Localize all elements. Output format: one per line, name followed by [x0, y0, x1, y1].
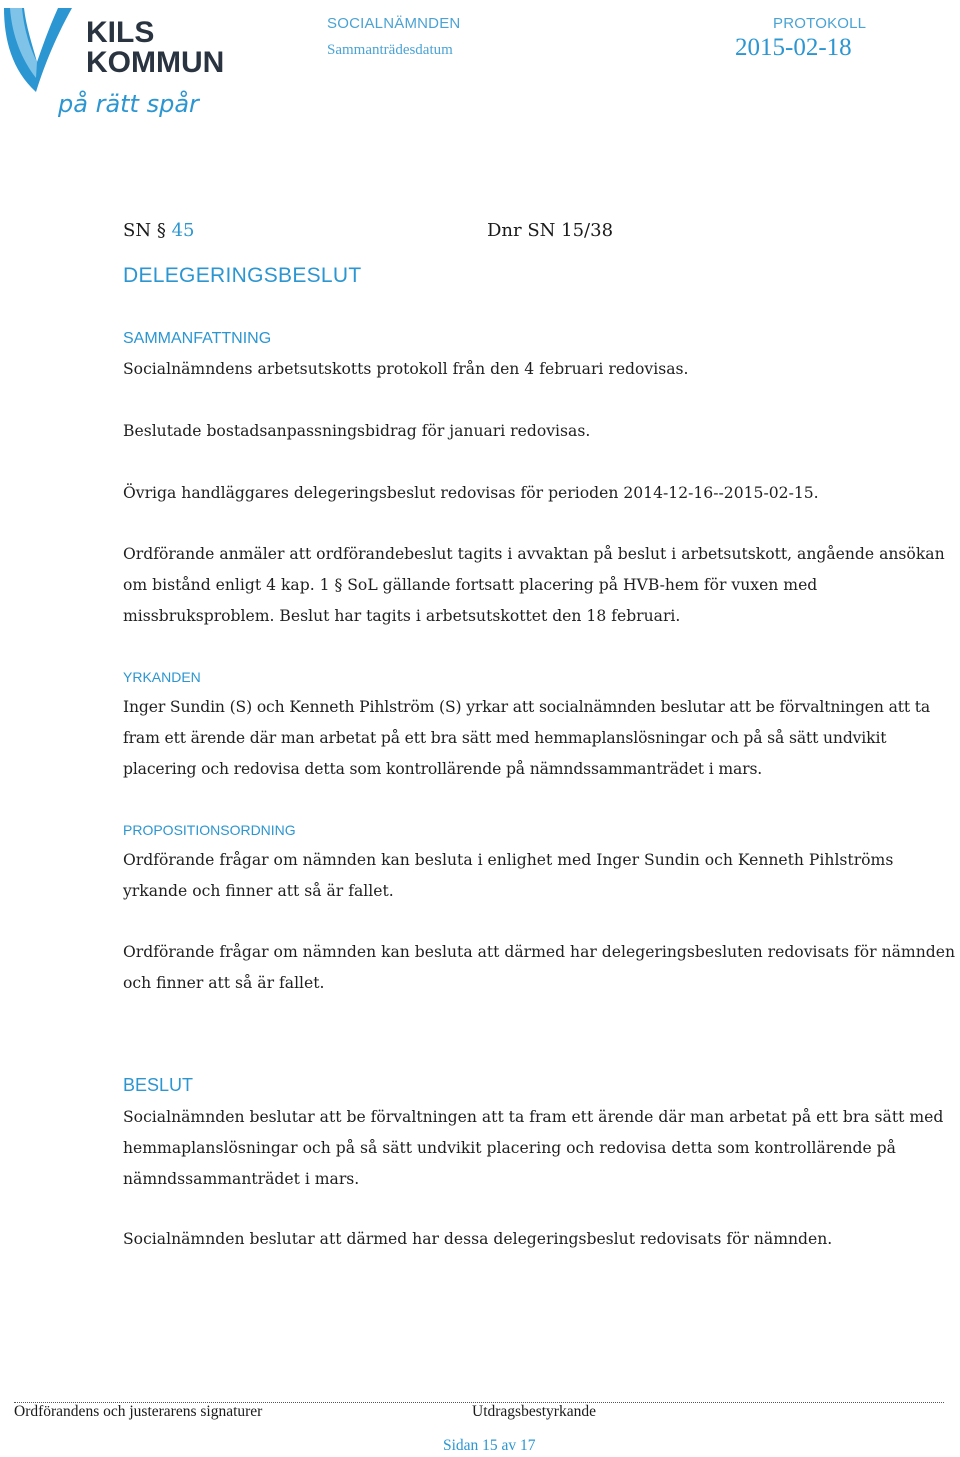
section-sign: § — [334, 576, 343, 594]
case-number — [123, 220, 194, 241]
kils-kommun-logo — [0, 0, 230, 135]
summary-paragraph-2: Beslutade bostadsanpassningsbidrag för januari redovisas. — [123, 422, 591, 440]
meeting-date: 2015-02-18 — [735, 34, 852, 61]
section-sign: § — [156, 220, 166, 241]
yrkanden-paragraph: Inger Sundin (S) och Kenneth Pihlström (S) yrkar att socialnämnden beslutar att be förvaltningen att ta fram ett ärende där man arbetat på ett bra sätt med hemmaplanslösningar och på så sätt undvikit placering och redovisa detta som kontrollärende på nämndssammanträdet i mars. — [123, 698, 931, 778]
summary-paragraph-3: Övriga handläggares delegeringsbeslut redovisas för perioden 2014-12-16--2015-02-15. — [123, 484, 819, 502]
committee-name: SOCIALNÄMNDEN — [327, 15, 461, 32]
summary-paragraph-4-part-b: SoL gällande fortsatt placering på HVB-hem för vuxen med missbruksproblem. Beslut har tagits i arbetsutskottet den 18 februari. — [123, 576, 818, 625]
case-dnr: Dnr SN 15/38 — [487, 220, 614, 241]
decision-paragraph-2: Socialnämnden beslutar att därmed har dessa delegeringsbeslut redovisats för nämnden. — [123, 1230, 833, 1248]
footer-extract-label: Utdragsbestyrkande — [472, 1403, 596, 1420]
logo-tagline: på rätt spår — [58, 90, 199, 118]
page-number: Sidan 15 av 17 — [443, 1437, 536, 1454]
logo-name-line2: KOMMUN — [86, 46, 225, 79]
document-type: PROTOKOLL — [773, 15, 867, 32]
summary-paragraph-1: Socialnämndens arbetsutskotts protokoll från den 4 februari redovisas. — [123, 360, 689, 378]
summary-paragraph-4 — [123, 539, 958, 632]
heading-sammanfattning: SAMMANFATTNING — [123, 330, 272, 347]
heading-yrkanden: YRKANDEN — [123, 669, 201, 685]
heading-propositionsordning: PROPOSITIONSORDNING — [123, 822, 296, 838]
proposition-paragraph-2: Ordförande frågar om nämnden kan besluta att därmed har delegeringsbesluten redovisats för nämnden och finner att så är fallet. — [123, 943, 956, 992]
document-title: DELEGERINGSBESLUT — [123, 264, 362, 287]
proposition-paragraph-1: Ordförande frågar om nämnden kan besluta i enlighet med Inger Sundin och Kenneth Pihlströms yrkande och finner att så är fallet. — [123, 851, 894, 900]
footer-signatures-label: Ordförandens och justerarens signaturer — [14, 1403, 263, 1420]
decision-paragraph-1: Socialnämnden beslutar att be förvaltningen att ta fram ett ärende där man arbetat på ett bra sätt med hemmaplanslösningar och på så sätt undvikit placering och redovisa detta som kontrollärende på nämndssammanträdet i mars. — [123, 1108, 944, 1188]
case-prefix: SN — [123, 220, 152, 241]
meeting-date-label: Sammanträdesdatum — [327, 42, 453, 58]
case-section-number: 45 — [171, 220, 195, 241]
logo-name-line1: KILS — [86, 16, 155, 49]
heading-beslut: BESLUT — [123, 1075, 194, 1095]
summary-paragraph-4-part-a: Ordförande anmäler att ordförandebeslut tagits i avvaktan på beslut i arbetsutskott, angående ansökan om bistånd enligt 4 kap. 1 — [123, 545, 945, 594]
